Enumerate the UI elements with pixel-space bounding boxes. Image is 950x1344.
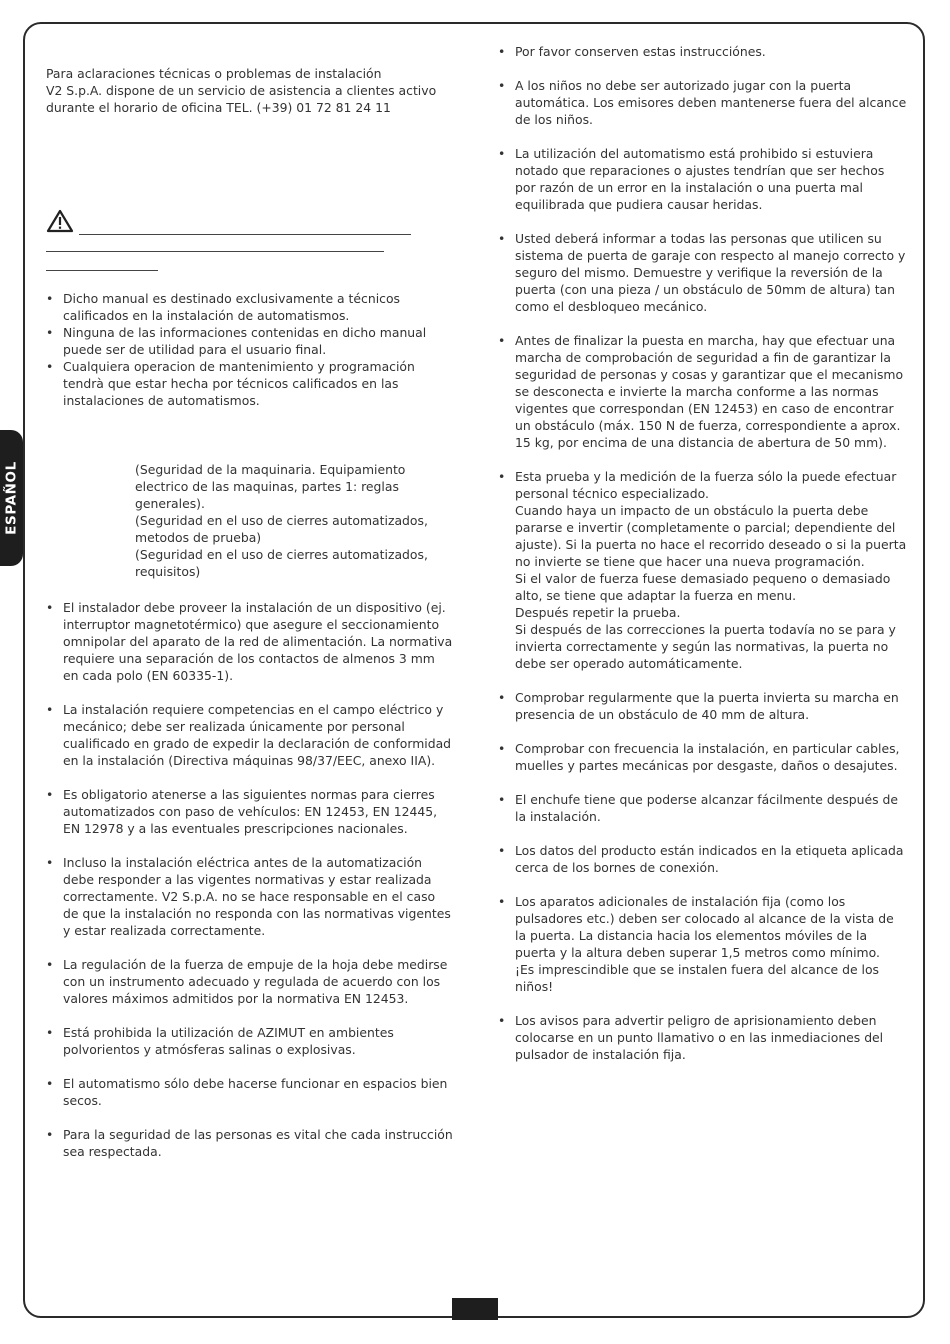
list-item: • La regulación de la fuerza de empuje de la hoja debe medirse con un instrumento adecuado y regulada de acuerdo con los valores máximos admitidos por la normativa EN 12453. — [46, 956, 454, 1007]
contact-line: Para aclaraciones técnicas o problemas de instalación — [46, 66, 382, 81]
list-item: • El enchufe tiene que poderse alcanzar fácilmente después de la instalación. — [498, 791, 908, 825]
language-tab — [0, 430, 23, 566]
list-item: • Es obligatorio atenerse a las siguientes normas para cierres automatizados con paso de vehículos: EN 12453, EN 12445, EN 12978 y a las eventuales prescripciones nacionales. — [46, 786, 454, 837]
installation-rules-list — [46, 599, 454, 1160]
list-item: • Está prohibida la utilización de AZIMUT en ambientes polvorientos y atmósferas salinas o explosivas. — [46, 1024, 454, 1058]
warning-heading-underline — [79, 234, 411, 235]
warning-triangle-icon — [46, 209, 74, 233]
list-item: • Ninguna de las informaciones contenidas en dicho manual puede ser de utilidad para el usuario final. — [46, 324, 454, 358]
list-item: • Comprobar regularmente que la puerta invierta su marcha en presencia de un obstáculo de 40 mm de altura. — [498, 689, 908, 723]
contact-line: V2 S.p.A. dispone de un servicio de asistencia a clientes activo — [46, 83, 437, 98]
list-item-paragraph: ¡Es imprescindible que se instalen fuera del alcance de los niños! — [515, 962, 880, 994]
norm-description: (Seguridad en el uso de cierres automatizados, requisitos) — [135, 547, 428, 579]
technicians-list — [46, 290, 454, 409]
page-number-box — [452, 1298, 498, 1320]
norms-list — [135, 461, 455, 580]
list-item: • El automatismo sólo debe hacerse funcionar en espacios bien secos. — [46, 1075, 454, 1109]
contact-info — [46, 65, 456, 116]
contact-line: durante el horario de oficina TEL. (+39) 01 72 81 24 11 — [46, 100, 391, 115]
warning-heading-underline — [46, 270, 158, 271]
list-item: • A los niños no debe ser autorizado jugar con la puerta automática. Los emisores deben mantenerse fuera del alcance de los niños. — [498, 77, 908, 128]
list-item: • Comprobar con frecuencia la instalación, en particular cables, muelles y partes mecánicas por desgaste, daños o desajutes. — [498, 740, 908, 774]
list-item: • La utilización del automatismo está prohibido si estuviera notado que reparaciones o ajustes tendrían que ser hechos por razón de un error en la instalación o una puerta mal equilibrada que pudiera causar heridas. — [498, 145, 908, 213]
safety-list — [498, 43, 908, 1063]
norm-description: (Seguridad en el uso de cierres automatizados, metodos de prueba) — [135, 513, 428, 545]
list-item: • Incluso la instalación eléctrica antes de la automatización debe responder a las vigentes normativas y estar realizada correctamente. V2 S.p.A. no se hace responsable en el caso de que la instalación no responda con las normativas vigentes y estar realizada correctamente. — [46, 854, 454, 939]
list-item: • La instalación requiere competencias en el campo eléctrico y mecánico; debe ser realizada únicamente por personal cualificado en grado de expedir la declaración de conformidad en la instalación (Directiva máquinas 98/37/EEC, anexo IIA). — [46, 701, 454, 769]
language-tab-label: ESPAÑOL — [3, 461, 19, 535]
list-item: • Dicho manual es destinado exclusivamente a técnicos calificados en la instalación de automatismos. — [46, 290, 454, 324]
warning-heading — [46, 208, 456, 272]
list-item: • Para la seguridad de las personas es vital che cada instrucción sea respectada. — [46, 1126, 454, 1160]
warning-heading-underline — [46, 251, 384, 252]
norm-description: (Seguridad de la maquinaria. Equipamiento electrico de las maquinas, partes 1: reglas generales). — [135, 462, 406, 511]
list-item-paragraph: Después repetir la prueba. — [515, 605, 681, 620]
list-item — [498, 468, 908, 672]
list-item: • Usted deberá informar a todas las personas que utilicen su sistema de puerta de garaje con respecto al manejo correcto y seguro del mismo. Demuestre y verifique la reversión de la puerta (con una pieza / un obstáculo de 50mm de altura) tan como el desbloqueo mecánico. — [498, 230, 908, 315]
list-item-paragraph: • Los aparatos adicionales de instalación fija (como los pulsadores etc.) deben ser colocado al alcance de la vista de la puerta. La distancia hacia los elementos móviles de la puerta y la altura deben superar 1,5 metros como mínimo. — [515, 894, 894, 960]
list-item: • El instalador debe proveer la instalación de un dispositivo (ej. interruptor magnetotérmico) que asegure el seccionamiento omnipolar del aparato de la red de alimentación. La normativa requiere una separación de los contactos de almenos 3 mm en cada polo (EN 60335-1). — [46, 599, 454, 684]
list-item-paragraph: Cuando haya un impacto de un obstáculo la puerta debe pararse e invertir (completamente o parcial; dependiente del ajuste). Si la puerta no hace el recorrido deseado o si la puerta no invierte se tiene que hacer una nueva programación. — [515, 503, 907, 569]
list-item-paragraph: Si después de las correcciones la puerta todavía no se para y invierta correctamente y según las normativas, la puerta no debe ser operado automáticamente. — [515, 622, 896, 671]
list-item-paragraph: • Esta prueba y la medición de la fuerza sólo la puede efectuar personal técnico especializado. — [515, 469, 897, 501]
list-item-paragraph: Si el valor de fuerza fuese demasiado pequeno o demasiado alto, se tiene que adaptar la fuerza en menu. — [515, 571, 891, 603]
list-item: • Los avisos para advertir peligro de aprisionamiento deben colocarse en un punto llamativo o en las inmediaciones del pulsador de instalación fija. — [498, 1012, 908, 1063]
list-item: • Cualquiera operacion de mantenimiento y programación tendrà que estar hecha por técnicos calificados en las instalaciones de automatismos. — [46, 358, 454, 409]
list-item — [498, 893, 908, 995]
list-item: • Antes de finalizar la puesta en marcha, hay que efectuar una marcha de comprobación de seguridad a fin de garantizar la seguridad de personas y cosas y garantizar que el mecanismo se desconecta e invierte la marcha conforme a las normas vigentes que correspondan (EN 12453) en caso de encontrar un obstáculo (máx. 150 N de fuerza, correspondiente a aprox. 15 kg, por encima de una distancia de abertura de 50 mm). — [498, 332, 908, 451]
list-item: • Los datos del producto están indicados en la etiqueta aplicada cerca de los bornes de conexión. — [498, 842, 908, 876]
list-item: • Por favor conserven estas instrucciónes. — [498, 43, 908, 60]
